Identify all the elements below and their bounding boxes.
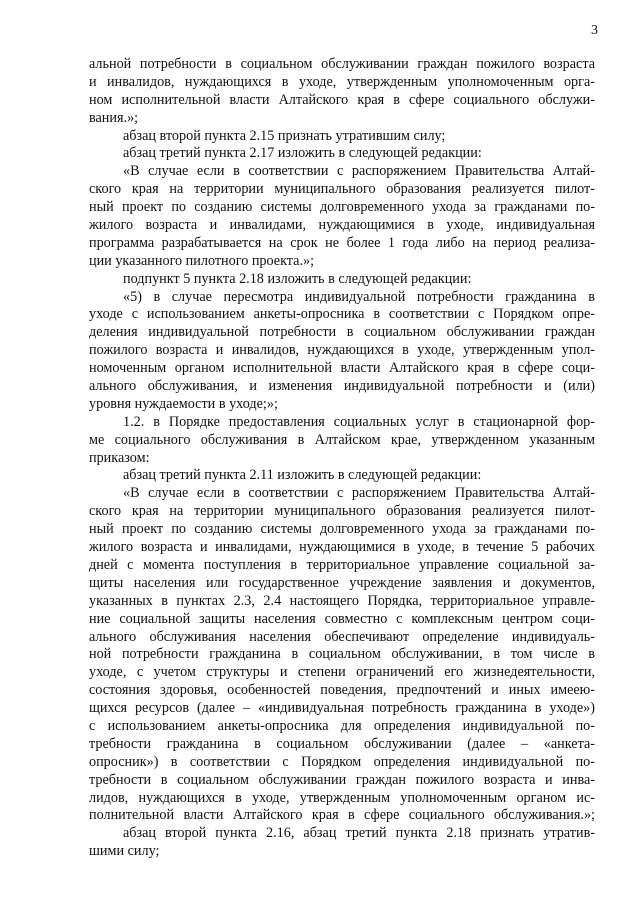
text-line: вания.»;: [89, 109, 139, 126]
text-line: лидов, нуждающихся в уходе, утвержденным уполномоченным органом ис-: [89, 789, 595, 806]
text-line: полнительной власти Алтайского края в сфере социального обслуживания.»;: [89, 807, 595, 824]
text-line: щихся ресурсов (далее – «индивидуальная потребность гражданина в уходе»): [89, 700, 595, 717]
text-line: жилого возраста и инвалидами, нуждающимися в уходе, в течение 5 рабочих: [89, 539, 595, 556]
text-line: ный проект по созданию системы долговременного ухода за гражданами по-: [89, 521, 595, 538]
text-line: опросник») в соответствии с Порядком определения индивидуальной по-: [89, 753, 595, 770]
text-line: щиты населения или государственное учреждение заявления и документов,: [89, 574, 595, 591]
text-line: указанных в пунктах 2.3, 2.4 настоящего Порядка, территориальное управле-: [89, 592, 595, 609]
text-line: ского края на территории муниципального образования реализуется пилот-: [89, 503, 595, 520]
text-line: ный проект по созданию системы долговременного ухода за гражданами по-: [89, 199, 595, 216]
text-line: ной потребности гражданина в социальном обслуживании, в том числе в: [89, 646, 595, 663]
text-line: абзац второй пункта 2.16, абзац третий пункта 2.18 признать утратив-: [123, 825, 595, 842]
text-line: деления индивидуальной потребности в социальном обслуживании граждан: [89, 324, 595, 341]
text-line: требности в социальном обслуживании граждан пожилого возраста и инва-: [89, 771, 595, 788]
text-line: «В случае если в соответствии с распоряжением Правительства Алтай-: [123, 485, 595, 502]
text-line: ского края на территории муниципального образования реализуется пилот-: [89, 181, 595, 198]
text-line: абзац второй пункта 2.15 признать утратившим силу;: [123, 127, 446, 144]
text-line: пожилого возраста и инвалидов, нуждающихся в уходе, утвержденным упол-: [89, 342, 595, 359]
text-line: состояния здоровья, особенностей поведения, предпочтений и иных имеею-: [89, 682, 595, 699]
text-line: уровня нуждаемости в уходе;»;: [89, 395, 278, 412]
text-line: номоченным органом исполнительной власти Алтайского края в сфере соци-: [89, 360, 595, 377]
text-line: с использованием анкеты-опросника для определения индивидуальной по-: [89, 717, 595, 734]
text-line: дней с момента поступления в территориальное управление социальной за-: [89, 556, 595, 573]
text-line: уходе, с учетом структуры и степени ограничений его жизнедеятельности,: [89, 664, 595, 681]
text-line: «В случае если в соответствии с распоряжением Правительства Алтай-: [123, 163, 595, 180]
document-body: [89, 56, 595, 861]
text-line: программа разрабатывается на срок не более 1 года либо на период реализа-: [89, 234, 595, 251]
text-line: ции указанного пилотного проекта.»;: [89, 252, 315, 269]
text-line: подпункт 5 пункта 2.18 изложить в следующей редакции:: [123, 270, 472, 287]
text-line: требности гражданина в социальном обслуживании (далее – «анкета-: [89, 735, 595, 752]
text-line: ального обслуживания населения обеспечивают определение индивидуаль-: [89, 628, 595, 645]
text-line: и инвалидов, нуждающихся в уходе, утвержденным уполномоченным орга-: [89, 73, 595, 90]
text-line: 1.2. в Порядке предоставления социальных услуг в стационарной фор-: [123, 413, 595, 430]
text-line: приказом:: [89, 449, 150, 466]
text-line: абзац третий пункта 2.11 изложить в следующей редакции:: [123, 467, 482, 484]
text-line: абзац третий пункта 2.17 изложить в следующей редакции:: [123, 145, 482, 162]
text-line: шими силу;: [89, 843, 160, 860]
text-line: «5) в случае пересмотра индивидуальной потребности гражданина в: [123, 288, 595, 305]
text-line: ме социального обслуживания в Алтайском крае, утвержденном указанным: [89, 431, 595, 448]
page-number: 3: [591, 23, 598, 38]
text-line: жилого возраста и инвалидами, нуждающимися в уходе, индивидуальная: [89, 217, 595, 234]
text-line: ние социальной защиты населения совместно с комплексным центром соци-: [89, 610, 595, 627]
text-line: ального обслуживания, и изменения индивидуальной потребности и (или): [89, 378, 595, 395]
text-line: уходе с использованием анкеты-опросника в соответствии с Порядком опре-: [89, 306, 595, 323]
text-line: ном исполнительной власти Алтайского края в сфере социального обслужи-: [89, 91, 595, 108]
text-line: альной потребности в социальном обслуживании граждан пожилого возраста: [89, 56, 595, 72]
